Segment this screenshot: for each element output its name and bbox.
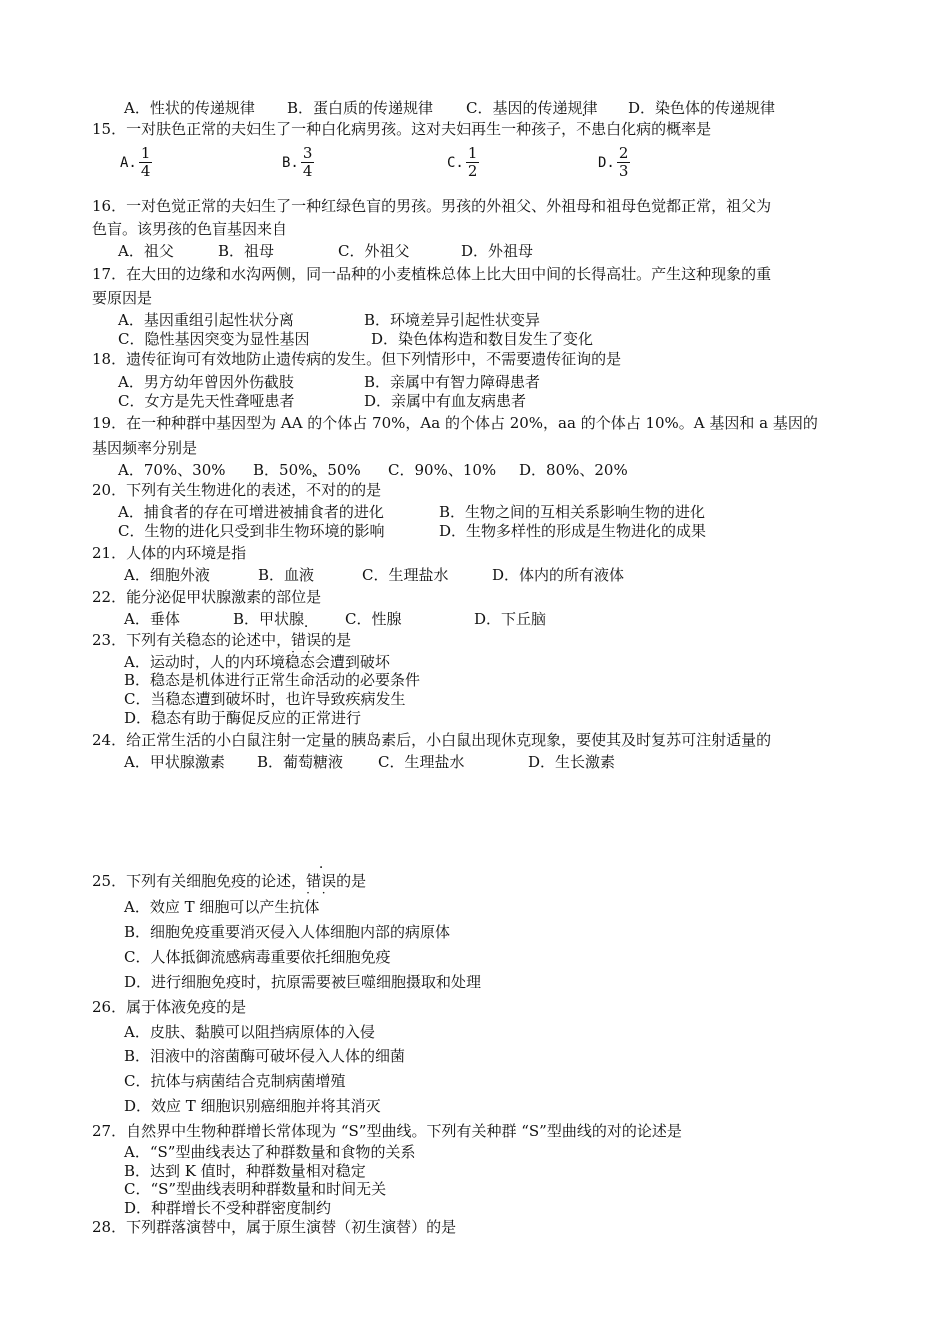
q18-stem [92, 350, 621, 368]
q15-stem [92, 120, 711, 138]
q19-stem-line1: 19．在一种种群中基因型为 AA 的个体占 70%，Aa 的个体占 20%，aa 的个体占 10%。A 基因和 a 基因的 [92, 414, 818, 432]
q20-option-d: D．生物多样性的形成是生物进化的成果 [439, 522, 707, 540]
q18-stem-pre: 18．遗传征询可有效地防止遗传病的发生。但下列情形中， [92, 350, 487, 368]
q28-stem: 28．下列群落演替中，属于原生演替（初生演替）的是 [92, 1218, 457, 1236]
q14-option-d: D．染色体的传递规律 [628, 99, 776, 117]
fraction-denominator: 2 [467, 162, 478, 180]
fraction-numerator: 1 [140, 144, 151, 162]
q17-option-a: A．基因重组引起性状分离 [118, 311, 294, 329]
q19-option-d: D．80%、20% [519, 461, 628, 479]
q25-option-d: D．进行细胞免疫时，抗原需要被巨噬细胞摄取和处理 [124, 973, 482, 991]
q23-stem [92, 631, 351, 649]
q18-stem-post: 需要遗传征询的是 [501, 350, 622, 368]
q26-option-c: C．抗体与病菌结合克制病菌增殖 [124, 1072, 346, 1090]
q17-option-c: C．隐性基因突变为显性基因 [118, 330, 310, 348]
fraction-numerator: 1 [467, 144, 478, 162]
q15-stem-post: 患白化病的概率是 [591, 120, 712, 138]
q25-option-b: B．细胞免疫重要消灭侵入人体细胞内部的病原体 [124, 923, 451, 941]
fraction-denominator: 3 [618, 162, 629, 180]
fraction-denominator: 4 [140, 162, 151, 180]
q19-option-a: A．70%、30% [118, 461, 226, 479]
q19-stem-line2: 基因频率分别是 [92, 439, 198, 457]
option-label: D. [598, 154, 615, 171]
q20-option-a: A．捕食者的存在可增进被捕食者的进化 [118, 503, 384, 521]
q21-option-b: B．血液 [258, 566, 315, 584]
q24-stem: 24．给正常生活的小白鼠注射一定量的胰岛素后，小白鼠出现休克现象，要使其及时复苏可注射适量的 [92, 731, 772, 749]
option-label: C. [447, 154, 464, 171]
q18-option-b: B．亲属中有智力障碍患者 [364, 373, 541, 391]
q17-option-b: B．环境差异引起性状变异 [364, 311, 541, 329]
q20-stem [92, 481, 381, 499]
q14-option-b: B．蛋白质的传递规律 [287, 99, 434, 117]
q20-option-c: C．生物的进化只受到非生物环境的影响 [118, 522, 385, 540]
q22-option-c: C．性腺 [345, 610, 402, 628]
q23-stem-post: 的是 [321, 631, 352, 649]
q22-stem: 22．能分泌促甲状腺激素的部位是 [92, 588, 322, 606]
q18-stem-emphasis: 不 [486, 350, 502, 368]
q15-stem-pre: 15．一对肤色正常的夫妇生了一种白化病男孩。这对夫妇再生一种孩子， [92, 120, 577, 138]
q27-option-a: A．“S”型曲线表达了种群数量和食物的关系 [124, 1143, 416, 1161]
q16-stem-line2: 色盲。该男孩的色盲基因来自 [92, 220, 288, 238]
q21-option-d: D．体内的所有液体 [492, 566, 625, 584]
q15-option-d [598, 145, 630, 180]
q24-option-c: C．生理盐水 [378, 753, 465, 771]
q21-option-c: C．生理盐水 [362, 566, 449, 584]
fraction-denominator: 4 [302, 162, 313, 180]
q15-stem-emphasis: 不 [576, 120, 592, 138]
q25-stem-post: 的是 [336, 872, 367, 890]
q27-option-c: C．“S”型曲线表明种群数量和时间无关 [124, 1180, 387, 1198]
option-label: A. [120, 154, 137, 171]
q24-option-a: A．甲状腺激素 [124, 753, 225, 771]
q20-stem-post: 对的的是 [321, 481, 382, 499]
q18-option-d: D．亲属中有血友病患者 [364, 392, 527, 410]
q24-option-b: B．葡萄糖液 [257, 753, 344, 771]
q25-option-c: C．人体抵御流感病毒重要依托细胞免疫 [124, 948, 391, 966]
q23-option-a: A．运动时，人的内环境稳态会遭到破坏 [124, 653, 390, 671]
q18-option-c: C．女方是先天性聋哑患者 [118, 392, 295, 410]
q20-option-b: B．生物之间的互相关系影响生物的进化 [439, 503, 706, 521]
q26-option-d: D．效应 T 细胞识别癌细胞并将其消灭 [124, 1097, 381, 1115]
q15-option-b [282, 145, 314, 180]
q16-option-b: B．祖母 [218, 242, 275, 260]
q23-option-b: B．稳态是机体进行正常生命活动的必要条件 [124, 671, 421, 689]
q15-option-c [447, 145, 479, 180]
q14-option-a: A．性状的传递规律 [124, 99, 255, 117]
q23-option-d: D．稳态有助于酶促反应的正常进行 [124, 709, 362, 727]
q19-option-c: C．90%、10% [388, 461, 497, 479]
q23-option-c: C．当稳态遭到破坏时，也许导致疾病发生 [124, 690, 406, 708]
option-label: B. [282, 154, 299, 171]
fraction-numerator: 3 [302, 144, 313, 162]
q21-option-a: A．细胞外液 [124, 566, 210, 584]
q25-option-a: A．效应 T 细胞可以产生抗体 [124, 898, 320, 916]
q27-stem: 27．自然界中生物种群增长常体现为 “S”型曲线。下列有关种群 “S”型曲线的对的论述是 [92, 1122, 682, 1140]
q25-stem [92, 872, 366, 890]
q20-stem-pre: 20．下列有关生物进化的表述， [92, 481, 307, 499]
q26-option-b: B．泪液中的溶菌酶可破坏侵入人体的细菌 [124, 1047, 406, 1065]
q16-option-d: D．外祖母 [461, 242, 534, 260]
q23-stem-pre: 23．下列有关稳态的论述中， [92, 631, 292, 649]
q17-stem-line1: 17．在大田的边缘和水沟两侧，同一品种的小麦植株总体上比大田中间的长得高壮。产生这种现象的重 [92, 265, 772, 283]
q15-option-a [120, 145, 152, 180]
q26-stem: 26．属于体液免疫的是 [92, 998, 247, 1016]
q17-stem-line2: 要原因是 [92, 289, 153, 307]
q16-option-a: A．祖父 [118, 242, 174, 260]
q27-option-b: B．达到 K 值时，种群数量相对稳定 [124, 1162, 366, 1180]
q14-option-c: C．基因的传递规律 [466, 99, 598, 117]
q27-option-d: D．种群增长不受种群密度制约 [124, 1199, 332, 1217]
q22-option-d: D．下丘脑 [474, 610, 547, 628]
q26-option-a: A．皮肤、黏膜可以阻挡病原体的入侵 [124, 1023, 375, 1041]
q16-option-c: C．外祖父 [338, 242, 410, 260]
q17-option-d: D．染色体构造和数目发生了变化 [371, 330, 594, 348]
q25-stem-emphasis: 错误 · · [306, 872, 336, 890]
q16-stem-line1: 16．一对色觉正常的夫妇生了一种红绿色盲的男孩。男孩的外祖父、外祖母和祖母色觉都正常，祖父为 [92, 197, 772, 215]
q19-option-b: B．50%、50% [253, 461, 361, 479]
q25-stem-pre: 25．下列有关细胞免疫的论述， [92, 872, 307, 890]
fraction-numerator: 2 [618, 144, 629, 162]
q20-stem-emphasis: 不 [306, 481, 322, 499]
q18-option-a: A．男方幼年曾因外伤截肢 [118, 373, 294, 391]
q21-stem: 21．人体的内环境是指 [92, 544, 247, 562]
q22-option-b: B．甲状腺 [233, 610, 305, 628]
q22-option-a: A．垂体 [124, 610, 180, 628]
q23-stem-emphasis: 错误 · · [291, 631, 321, 649]
q24-option-d: D．生长激素 [528, 753, 616, 771]
